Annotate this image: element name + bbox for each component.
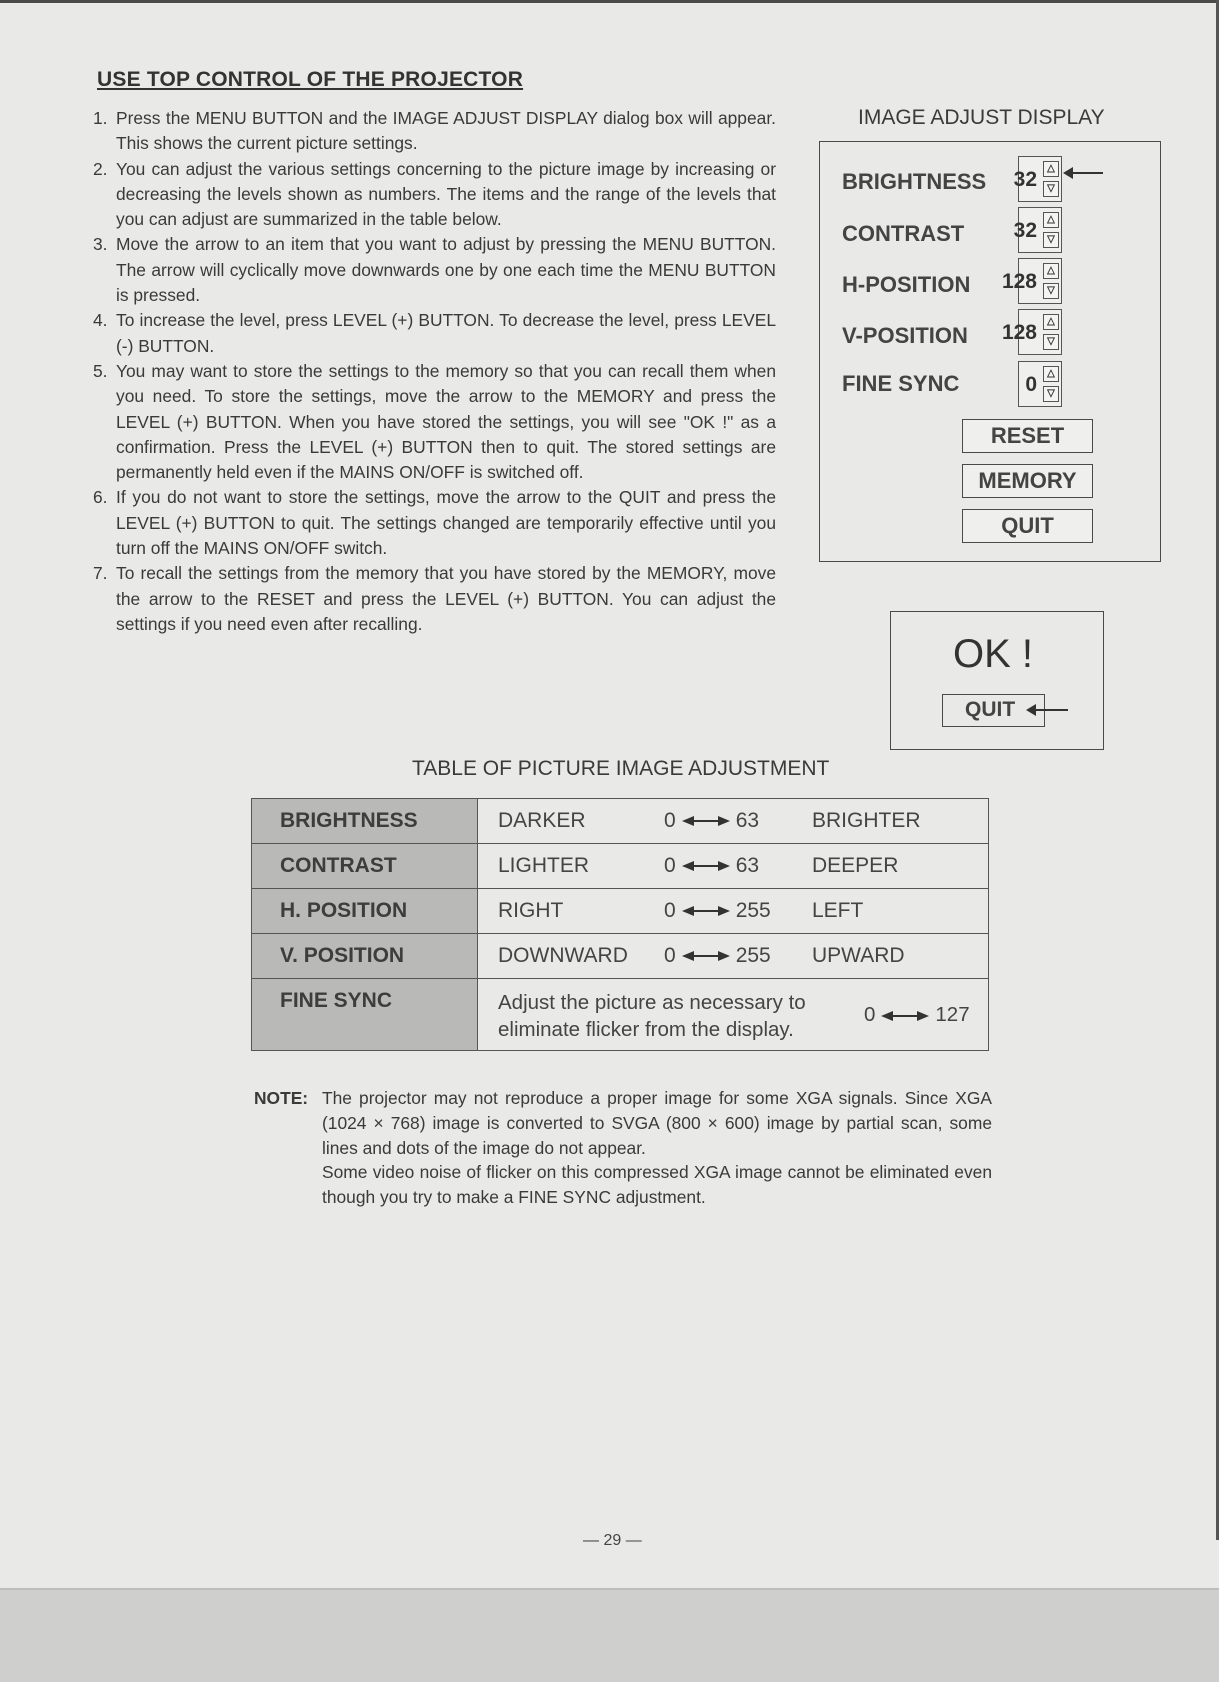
low-label: RIGHT [498,899,564,922]
double-arrow-icon [682,951,730,961]
range-min: 0 [664,809,676,832]
range-max: 127 [935,1003,970,1026]
range-min: 0 [664,854,676,877]
low-label: LIGHTER [498,854,590,877]
double-arrow-icon [682,861,730,871]
step-text: You can adjust the various settings concerning to the picture image by increasing or decreasing the levels shown as numbers. The items and the range of the levels that you can adjust are summarized in the table below. [116,158,776,230]
page-bottom-margin [0,1588,1219,1682]
low-label: DARKER [498,809,586,832]
h-position-value-box [1001,258,1062,304]
step-item [90,485,776,561]
v-position-label: V-POSITION [842,323,968,348]
step-item [90,157,776,233]
step-number: 4. [93,310,108,331]
h-position-value: 128 [1001,270,1037,293]
table-cell [478,889,989,934]
range-min: 0 [664,899,676,922]
note-paragraph: Some video noise of flicker on this compressed XGA image cannot be eliminated even though you try to make a FINE SYNC adjustment. [322,1162,992,1208]
table-row [252,934,989,979]
quit-button: QUIT [962,509,1093,543]
range-min: 0 [864,1003,876,1026]
note [254,1086,992,1210]
steps-list [90,106,776,637]
low-label: DOWNWARD [498,944,628,967]
fine-sync-label: FINE SYNC [842,371,960,396]
range-min: 0 [664,944,676,967]
table-row [252,799,989,844]
step-text: To recall the settings from the memory that you have stored by the MEMORY, move the arrow to the RESET and press the LEVEL (+) BUTTON. You can adjust the settings if you need even after recalling. [116,563,776,634]
section-title: USE TOP CONTROL OF THE PROJECTOR [97,68,524,91]
description-line: eliminate flicker from the display. [498,1018,794,1041]
table-cell [478,844,989,889]
high-label: UPWARD [812,944,905,967]
increase-arrow-icon: △ [1043,263,1059,279]
high-label: LEFT [812,899,864,922]
range [664,899,771,923]
range [864,1003,970,1027]
increase-arrow-icon: △ [1043,366,1059,382]
step-item [90,308,776,359]
step-text: Move the arrow to an item that you want to adjust by pressing the MENU BUTTON. The arrow will cyclically move downwards one by one each time the MENU BUTTON is pressed. [116,234,776,306]
image-adjust-display [819,141,1161,562]
step-item [90,561,776,637]
ok-message: OK ! [953,632,1034,676]
range [664,854,759,878]
note-paragraph: The projector may not reproduce a proper image for some XGA signals. Since XGA (1024 × 768) image is converted to SVGA (800 × 600) image by partial scan, some lines and dots of the image do not appear. [322,1088,992,1158]
ok-quit-button: QUIT [942,694,1045,727]
reset-button: RESET [962,419,1093,453]
step-number: 6. [93,487,108,508]
decrease-arrow-icon: ▽ [1043,232,1059,248]
double-arrow-icon [682,816,730,826]
fine-sync-description [498,989,806,1043]
table-item: H. POSITION [252,889,478,934]
step-item [90,232,776,308]
increase-arrow-icon: △ [1043,314,1059,330]
table-title: TABLE OF PICTURE IMAGE ADJUSTMENT [412,757,830,780]
contrast-value: 32 [1013,219,1037,242]
decrease-arrow-icon: ▽ [1043,283,1059,299]
step-number: 7. [93,563,108,584]
step-text: To increase the level, press LEVEL (+) BUTTON. To decrease the level, press LEVEL (-) BUTTON. [116,310,776,356]
step-item [90,359,776,485]
brightness-value-box [1013,156,1062,202]
decrease-arrow-icon: ▽ [1043,181,1059,197]
table-item: CONTRAST [252,844,478,889]
step-text: You may want to store the settings to the memory so that you can recall them when you need. To store the settings, move the arrow to the MEMORY and press the LEVEL (+) BUTTON. When you have stored the settings, you will see "OK !" as a confirmation. Press the LEVEL (+) BUTTON then to quit. The stored settings are permanently held even if the MAINS ON/OFF is switched off. [116,360,776,483]
range-max: 255 [735,944,771,967]
step-item [90,106,776,157]
table-row [252,889,989,934]
step-text: Press the MENU BUTTON and the IMAGE ADJUST DISPLAY dialog box will appear. This shows the current picture settings. [116,108,776,154]
selection-arrow-icon [1063,167,1103,179]
table-cell [478,934,989,979]
adjustment-table [251,798,989,1051]
contrast-value-box [1013,207,1062,253]
high-label: DEEPER [812,854,899,877]
table-cell [478,799,989,844]
v-position-value-box [1001,309,1062,355]
h-position-label: H-POSITION [842,272,971,297]
table-row [252,979,989,1051]
step-number: 1. [93,108,108,128]
double-arrow-icon [881,1011,929,1021]
note-label: NOTE: [254,1088,309,1108]
page-number: — 29 — [583,1532,642,1549]
table-row [252,844,989,889]
fine-sync-value-box [1018,361,1062,407]
selection-arrow-icon [1026,704,1068,716]
description-line: Adjust the picture as necessary to [498,991,806,1014]
double-arrow-icon [682,906,730,916]
image-adjust-title: IMAGE ADJUST DISPLAY [858,106,1105,129]
step-number: 3. [93,234,108,255]
table-item: FINE SYNC [252,979,478,1051]
range [664,809,759,833]
memory-button: MEMORY [962,464,1093,498]
increase-arrow-icon: △ [1043,212,1059,228]
table-item: BRIGHTNESS [252,799,478,844]
range-max: 255 [735,899,771,922]
range [664,944,771,968]
fine-sync-value: 0 [1025,373,1037,396]
step-text: If you do not want to store the settings, move the arrow to the QUIT and press the LEVEL (+) BUTTON to quit. The settings changed are temporarily effective until you turn off the MAINS ON/OFF switch. [116,487,776,559]
range-max: 63 [735,854,760,877]
decrease-arrow-icon: ▽ [1043,334,1059,350]
decrease-arrow-icon: ▽ [1043,386,1059,402]
table-cell [478,979,989,1051]
high-label: BRIGHTER [812,809,921,832]
v-position-value: 128 [1001,321,1037,344]
contrast-label: CONTRAST [842,221,965,246]
page-edge-top [0,0,1219,3]
brightness-value: 32 [1013,168,1037,191]
ok-confirmation-dialog [890,611,1104,750]
step-number: 2. [93,158,108,179]
increase-arrow-icon: △ [1043,161,1059,177]
brightness-label: BRIGHTNESS [842,169,987,194]
table-item: V. POSITION [252,934,478,979]
step-number: 5. [93,360,108,381]
range-max: 63 [735,809,760,832]
